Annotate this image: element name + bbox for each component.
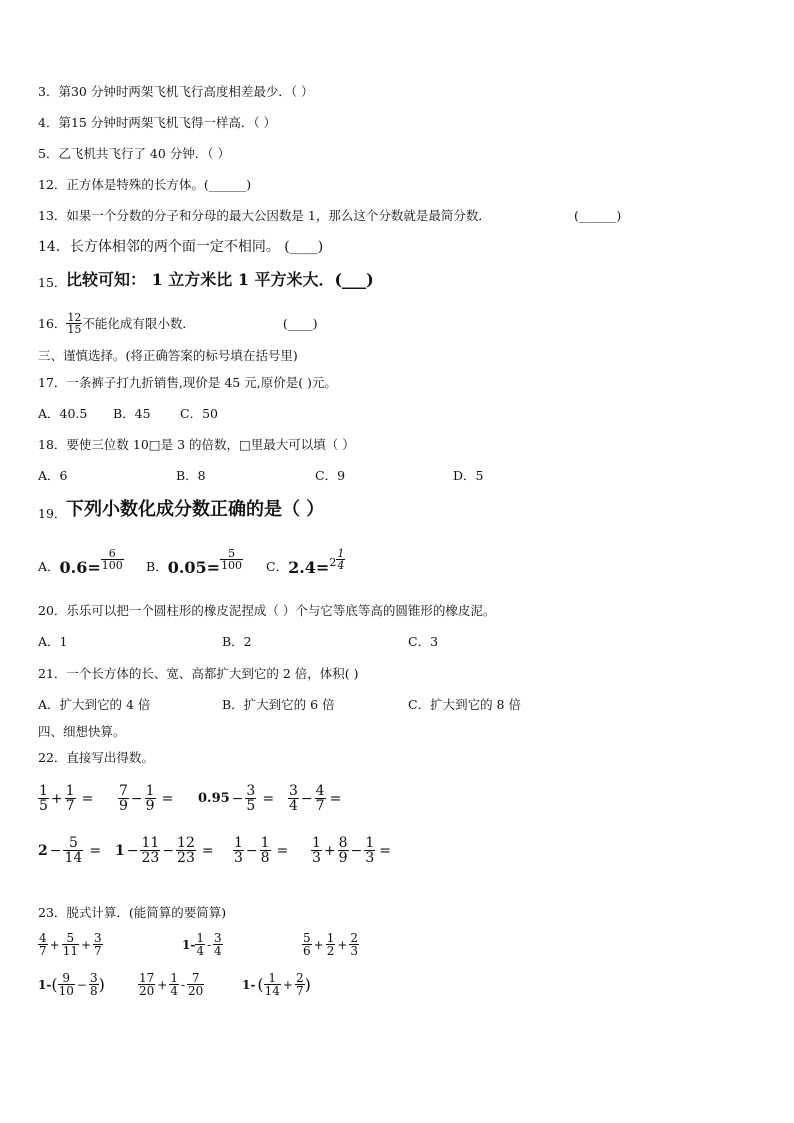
- number: 0.95: [198, 791, 230, 806]
- fraction-numerator: 2: [295, 971, 304, 985]
- fraction-denominator: 23: [177, 850, 195, 866]
- minus-sign: −: [300, 790, 313, 807]
- q22-expr-4: [288, 784, 343, 813]
- minus-sign: −: [231, 790, 244, 807]
- fraction-numerator: 7: [119, 783, 128, 799]
- fraction: [233, 836, 244, 865]
- fraction-numerator: 1: [196, 931, 204, 945]
- equals-sign: =: [276, 842, 289, 859]
- fraction: [195, 932, 205, 957]
- fraction: [38, 784, 49, 813]
- fraction-numerator: 3: [246, 783, 256, 799]
- question-16: [38, 312, 318, 335]
- plus-sign: +: [157, 977, 168, 992]
- fraction-denominator: 3: [234, 850, 243, 866]
- fraction-denominator: 9: [145, 798, 155, 814]
- plus-sign: +: [313, 937, 324, 952]
- question-18-option-d: D．5: [453, 468, 484, 483]
- fraction-numerator: 2: [350, 931, 359, 945]
- fraction: [288, 784, 299, 813]
- fraction-denominator: 4: [196, 944, 204, 958]
- fraction: [176, 836, 196, 865]
- question-18: 18．要使三位数 10□是 3 的倍数，□里最大可以填（ ）: [38, 437, 355, 452]
- question-17: 17．一条裤子打九折销售,现价是 45 元,原价是( )元。: [38, 375, 337, 390]
- mixed-number-whole: 2: [329, 556, 337, 569]
- question-18-option-c: C．9: [315, 468, 346, 483]
- fraction: [338, 836, 349, 865]
- number: 1-: [242, 977, 256, 992]
- fraction: [63, 836, 83, 865]
- section-4-heading: 四、细想快算。: [38, 724, 126, 739]
- fraction: [169, 972, 179, 997]
- fraction-numerator: 1: [264, 972, 281, 985]
- fraction-denominator: 3: [350, 944, 359, 958]
- fraction-numerator: 1: [337, 547, 345, 560]
- minus-sign: -: [206, 937, 212, 952]
- fraction-numerator: 1: [234, 835, 243, 851]
- fraction-denominator: 7: [295, 984, 304, 998]
- fraction-denominator: 4: [170, 984, 178, 998]
- fraction-numerator: 1: [365, 835, 375, 851]
- q22-expr-1: [38, 784, 95, 813]
- question-14: 14．长方体相邻的两个面一定不相同。 (____): [38, 239, 324, 255]
- fraction-denominator: 5: [39, 798, 48, 814]
- fraction-denominator: 4: [337, 559, 345, 572]
- q22-expr-8: [311, 836, 393, 865]
- right-paren: ): [98, 975, 105, 994]
- fraction-numerator: 5: [63, 836, 83, 851]
- question-16-text: 不能化成有限小数．: [82, 315, 195, 331]
- fraction-numerator: 3: [289, 783, 298, 799]
- question-20-option-c: C．3: [408, 634, 439, 649]
- question-17-option-b: B．45: [113, 406, 151, 421]
- minus-sign: −: [49, 842, 62, 859]
- question-4: 4．第15 分钟时两架飞机飞得一样高．（ ）: [38, 115, 277, 130]
- fraction-numerator: 4: [39, 931, 47, 945]
- right-paren: ): [304, 975, 311, 994]
- fraction: [264, 972, 281, 997]
- minus-sign: −: [76, 977, 87, 992]
- option-fraction: [101, 548, 124, 571]
- q23-expr-6: [242, 972, 311, 997]
- fraction: [349, 932, 359, 957]
- equals-sign: =: [161, 790, 174, 807]
- fraction-denominator: 8: [89, 984, 98, 998]
- question-13-blank: (______): [574, 208, 622, 223]
- question-20-option-a: A．1: [38, 634, 68, 649]
- fraction-numerator: 3: [89, 971, 98, 985]
- question-20-option-b: B．2: [222, 634, 252, 649]
- fraction: [118, 784, 129, 813]
- question-5: 5．乙飞机共飞行了 40 分钟．（ ）: [38, 146, 231, 161]
- fraction-denominator: 6: [303, 944, 311, 958]
- fraction: [58, 972, 75, 997]
- fraction: [302, 932, 312, 957]
- fraction-numerator: 8: [338, 835, 348, 851]
- question-21-option-a: A．扩大到它的 4 倍: [38, 697, 151, 712]
- fraction-denominator: 10: [58, 984, 74, 998]
- number: 1: [115, 842, 125, 859]
- plus-sign: +: [49, 937, 60, 952]
- option-fraction: [220, 548, 243, 571]
- fraction-denominator: 7: [94, 944, 102, 958]
- fraction: [93, 932, 103, 957]
- fraction-numerator: 5: [220, 548, 243, 560]
- fraction: [315, 784, 326, 813]
- question-20: 20．乐乐可以把一个圆柱形的橡皮泥捏成（ ）个与它等底等高的圆锥形的橡皮泥。: [38, 603, 496, 618]
- option-value: 0.6=: [59, 558, 101, 577]
- fraction-denominator: 2: [326, 944, 335, 958]
- fraction: [38, 932, 48, 957]
- fraction-denominator: 4: [289, 798, 298, 814]
- fraction-numerator: 5: [303, 931, 311, 945]
- minus-sign: −: [350, 842, 363, 859]
- fraction-denominator: 100: [221, 559, 243, 572]
- fraction: [62, 932, 79, 957]
- q23-expr-1: [38, 932, 103, 957]
- equals-sign: =: [81, 790, 94, 807]
- fraction-numerator: 1: [260, 835, 270, 851]
- question-21-option-c: C．扩大到它的 8 倍: [408, 697, 521, 712]
- fraction: [326, 932, 336, 957]
- fraction-denominator: 14: [64, 850, 83, 866]
- section-3-heading: 三、谨慎选择。(将正确答案的标号填在括号里): [38, 348, 298, 363]
- fraction-denominator: 8: [260, 850, 270, 866]
- number: 1-: [182, 937, 196, 952]
- fraction-numerator: 3: [94, 931, 102, 945]
- option-label: B．: [146, 559, 168, 574]
- fraction-denominator: 9: [119, 798, 128, 814]
- fraction-denominator: 20: [188, 984, 204, 998]
- fraction-numerator: 9: [58, 972, 75, 985]
- minus-sign: −: [126, 842, 139, 859]
- question-21: 21．一个长方体的长、宽、高都扩大到它的 2 倍，体积( ): [38, 666, 359, 681]
- number: 1-: [38, 977, 52, 992]
- option-label: A．: [38, 559, 60, 574]
- fraction-denominator: 23: [141, 850, 160, 866]
- q22-expr-3: [198, 784, 276, 813]
- fraction-numerator: 17: [139, 971, 155, 985]
- question-19-option-b: [146, 548, 243, 577]
- fraction: [213, 932, 223, 957]
- option-label: C．: [266, 559, 289, 574]
- fraction: [89, 972, 99, 997]
- q23-expr-4: [38, 972, 105, 997]
- question-17-option-c: C．50: [180, 406, 218, 421]
- question-16-fraction: [66, 312, 82, 335]
- number: 2: [38, 842, 48, 859]
- equals-sign: =: [201, 842, 214, 859]
- fraction-denominator: 15: [67, 323, 82, 336]
- fraction-numerator: 3: [214, 931, 222, 945]
- left-paren: (: [51, 975, 58, 994]
- fraction-denominator: 100: [101, 559, 123, 572]
- fraction-denominator: 7: [315, 798, 325, 814]
- question-13: 13．如果一个分数的分子和分母的最大公因数是 1，那么这个分数就是最简分数．: [38, 208, 491, 223]
- equals-sign: =: [329, 790, 342, 807]
- fraction-denominator: 11: [62, 944, 78, 958]
- fraction: [138, 972, 155, 997]
- option-value: 0.05=: [167, 558, 221, 577]
- minus-sign: −: [245, 842, 258, 859]
- fraction-numerator: 6: [101, 548, 124, 560]
- fraction-numerator: 1: [312, 835, 321, 851]
- fraction-numerator: 1: [65, 783, 75, 799]
- question-16-blank: (____): [282, 315, 318, 331]
- q23-expr-5: [138, 972, 204, 997]
- equals-sign: =: [262, 790, 275, 807]
- fraction-numerator: 12: [177, 835, 195, 851]
- option-value: 2.4=: [288, 558, 330, 577]
- question-19-option-c: [266, 548, 345, 577]
- q23-expr-2: [182, 932, 223, 957]
- question-15: [66, 272, 374, 289]
- q23-expr-3: [302, 932, 359, 957]
- fraction-numerator: 4: [315, 783, 325, 799]
- minus-sign: -: [180, 977, 186, 992]
- plus-sign: +: [50, 790, 63, 807]
- question-17-option-a: A．40.5: [38, 406, 88, 421]
- fraction: [260, 836, 271, 865]
- equals-sign: =: [379, 842, 391, 859]
- minus-sign: −: [162, 842, 175, 859]
- question-12: 12．正方体是特殊的长方体。(______): [38, 177, 252, 192]
- fraction: [187, 972, 204, 997]
- equals-sign: =: [89, 842, 102, 859]
- question-18-option-b: B．8: [176, 468, 206, 483]
- question-19-option-a: [38, 548, 124, 577]
- q22-expr-7: [233, 836, 290, 865]
- q22-expr-6: [115, 836, 216, 865]
- question-19-number: 19．: [38, 506, 67, 521]
- question-3: 3．第30 分钟时两架飞机飞行高度相差最少．（ ）: [38, 84, 314, 99]
- fraction-denominator: 7: [65, 798, 75, 814]
- fraction-numerator: 1: [326, 931, 335, 945]
- fraction: [295, 972, 305, 997]
- fraction: [140, 836, 160, 865]
- fraction-denominator: 9: [338, 850, 348, 866]
- fraction: [145, 784, 156, 813]
- fraction-denominator: 7: [39, 944, 47, 958]
- fraction-numerator: 12: [67, 311, 82, 324]
- plus-sign: +: [323, 842, 336, 859]
- fraction-denominator: 3: [312, 850, 321, 866]
- plus-sign: +: [282, 977, 293, 992]
- question-15-text: 比较可知： 1 立方米比 1 平方米大．(___): [66, 270, 374, 289]
- fraction-numerator: 1: [39, 783, 48, 799]
- question-18-option-a: A．6: [38, 468, 68, 483]
- question-19: [66, 499, 325, 520]
- fraction: [65, 784, 76, 813]
- question-23: 23．脱式计算．(能简算的要简算): [38, 905, 227, 920]
- fraction: [311, 836, 322, 865]
- fraction-numerator: 7: [187, 972, 204, 985]
- minus-sign: −: [130, 790, 143, 807]
- question-21-option-b: B．扩大到它的 6 倍: [222, 697, 335, 712]
- fraction-numerator: 1: [170, 971, 178, 985]
- q22-expr-2: [118, 784, 175, 813]
- fraction-numerator: 11: [141, 835, 160, 851]
- fraction: [364, 836, 375, 865]
- fraction-denominator: 4: [214, 944, 222, 958]
- question-22: 22．直接写出得数。: [38, 750, 154, 765]
- fraction-denominator: 3: [365, 850, 375, 866]
- fraction-denominator: 5: [246, 798, 256, 814]
- plus-sign: +: [337, 937, 348, 952]
- option-fraction: [336, 548, 345, 571]
- plus-sign: +: [80, 937, 92, 952]
- fraction-numerator: 1: [145, 783, 155, 799]
- question-15-number: 15．: [38, 275, 67, 290]
- fraction-denominator: 20: [139, 984, 155, 998]
- fraction-denominator: 14: [264, 984, 280, 998]
- question-19-text: 下列小数化成分数正确的是（ ）: [66, 499, 325, 520]
- question-16-number: 16．: [38, 315, 67, 331]
- fraction: [245, 784, 256, 813]
- fraction-numerator: 5: [62, 932, 79, 945]
- q22-expr-5: [38, 836, 103, 865]
- left-paren: (: [257, 975, 264, 994]
